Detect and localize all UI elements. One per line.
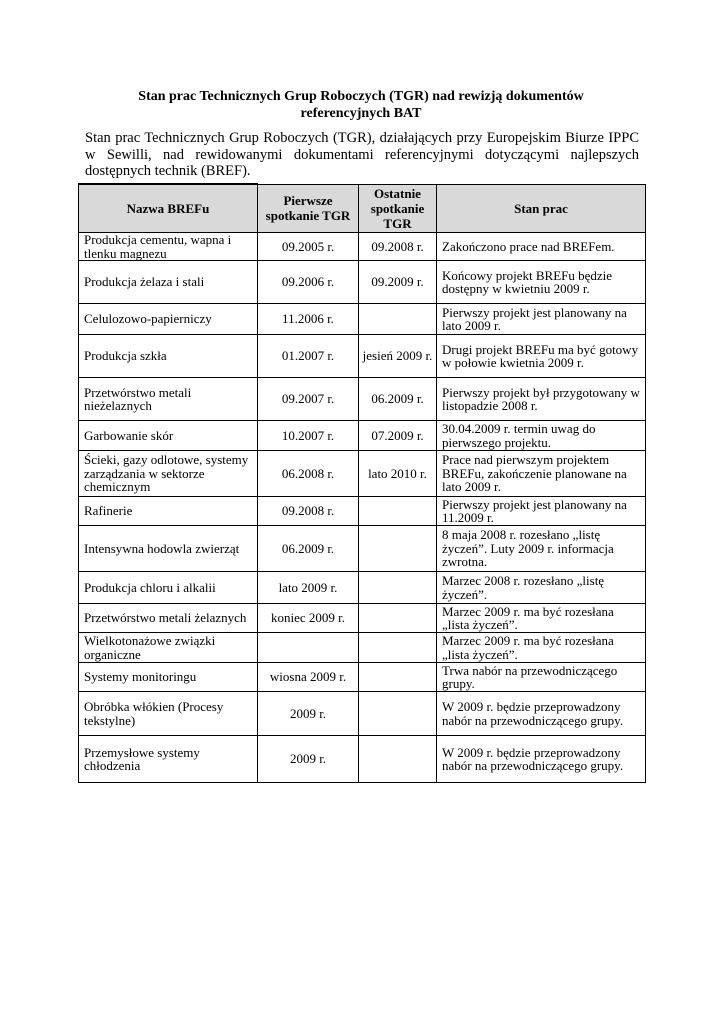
cell-last-meeting	[359, 692, 437, 736]
cell-status: Pierwszy projekt jest planowany na 11.2009 r.	[437, 497, 646, 526]
table-row	[79, 692, 646, 736]
cell-status: Końcowy projekt BREFu będzie dostępny w kwietniu 2009 r.	[437, 261, 646, 304]
table-row	[79, 233, 646, 261]
cell-first-meeting: wiosna 2009 r.	[258, 663, 359, 692]
cell-name: Celulozowo-papierniczy	[79, 304, 258, 335]
cell-last-meeting	[359, 304, 437, 335]
cell-status: Pierwszy projekt jest planowany na lato 2009 r.	[437, 304, 646, 335]
cell-status: Marzec 2009 r. ma być rozesłana „lista życzeń”.	[437, 633, 646, 663]
cell-first-meeting: 09.2006 r.	[258, 261, 359, 304]
table-row	[79, 526, 646, 572]
cell-first-meeting: 10.2007 r.	[258, 421, 359, 451]
bref-status-table	[78, 183, 646, 783]
cell-name: Przetwórstwo metali nieżelaznych	[79, 378, 258, 421]
cell-status: Zakończono prace nad BREFem.	[437, 233, 646, 261]
cell-name: Obróbka włókien (Procesy tekstylne)	[79, 692, 258, 736]
table-row	[79, 451, 646, 497]
table-row	[79, 335, 646, 378]
cell-status: Marzec 2008 r. rozesłano „listę życzeń”.	[437, 572, 646, 604]
cell-name: Produkcja cementu, wapna i tlenku magnezu	[79, 233, 258, 261]
title-line-2: referencyjnych BAT	[300, 106, 422, 121]
cell-last-meeting	[359, 572, 437, 604]
cell-status: Prace nad pierwszym projektem BREFu, zakończenie planowane na lato 2009 r.	[437, 451, 646, 497]
cell-name: Ścieki, gazy odlotowe, systemy zarządzania w sektorze chemicznym	[79, 451, 258, 497]
cell-first-meeting: lato 2009 r.	[258, 572, 359, 604]
cell-name: Produkcja żelaza i stali	[79, 261, 258, 304]
cell-first-meeting: 06.2009 r.	[258, 526, 359, 572]
table-row	[79, 572, 646, 604]
cell-last-meeting	[359, 497, 437, 526]
table-row	[79, 261, 646, 304]
cell-last-meeting	[359, 604, 437, 633]
cell-first-meeting: 06.2008 r.	[258, 451, 359, 497]
cell-name: Systemy monitoringu	[79, 663, 258, 692]
cell-first-meeting: 09.2007 r.	[258, 378, 359, 421]
cell-status: Marzec 2009 r. ma być rozesłana „lista życzeń”.	[437, 604, 646, 633]
table-row	[79, 736, 646, 783]
cell-last-meeting	[359, 736, 437, 783]
cell-name: Produkcja szkła	[79, 335, 258, 378]
cell-status: 30.04.2009 r. termin uwag do pierwszego projektu.	[437, 421, 646, 451]
cell-first-meeting: koniec 2009 r.	[258, 604, 359, 633]
header-name: Nazwa BREFu	[79, 184, 258, 233]
cell-last-meeting	[359, 663, 437, 692]
cell-last-meeting	[359, 633, 437, 663]
cell-status: Drugi projekt BREFu ma być gotowy w połowie kwietnia 2009 r.	[437, 335, 646, 378]
title-line-1: Stan prac Technicznych Grup Roboczych (TGR) nad rewizją dokumentów	[138, 89, 584, 104]
cell-first-meeting: 11.2006 r.	[258, 304, 359, 335]
page-title	[78, 88, 644, 122]
cell-last-meeting: lato 2010 r.	[359, 451, 437, 497]
cell-last-meeting: jesień 2009 r.	[359, 335, 437, 378]
cell-name: Produkcja chloru i alkalii	[79, 572, 258, 604]
cell-first-meeting: 01.2007 r.	[258, 335, 359, 378]
cell-first-meeting: 2009 r.	[258, 692, 359, 736]
cell-first-meeting: 2009 r.	[258, 736, 359, 783]
cell-status: W 2009 r. będzie przeprowadzony nabór na przewodniczącego grupy.	[437, 736, 646, 783]
cell-status: W 2009 r. będzie przeprowadzony nabór na przewodniczącego grupy.	[437, 692, 646, 736]
cell-name: Garbowanie skór	[79, 421, 258, 451]
cell-last-meeting: 06.2009 r.	[359, 378, 437, 421]
intro-paragraph: Stan prac Technicznych Grup Roboczych (TGR), działających przy Europejskim Biurze IPPC w Sewilli, nad rewidowanymi dokumentami referencyjnymi dotyczącymi najlepszych dostępnych technik (BREF).	[85, 130, 639, 179]
cell-last-meeting: 09.2008 r.	[359, 233, 437, 261]
cell-last-meeting: 07.2009 r.	[359, 421, 437, 451]
cell-name: Przemysłowe systemy chłodzenia	[79, 736, 258, 783]
cell-first-meeting	[258, 633, 359, 663]
header-status: Stan prac	[437, 184, 646, 233]
cell-name: Intensywna hodowla zwierząt	[79, 526, 258, 572]
header-first-meeting: Pierwsze spotkanie TGR	[258, 184, 359, 233]
cell-first-meeting: 09.2005 r.	[258, 233, 359, 261]
table-row	[79, 304, 646, 335]
cell-status: Pierwszy projekt był przygotowany w listopadzie 2008 r.	[437, 378, 646, 421]
table-row	[79, 378, 646, 421]
table-header-row	[79, 184, 646, 233]
table-row	[79, 633, 646, 663]
cell-status: Trwa nabór na przewodniczącego grupy.	[437, 663, 646, 692]
cell-first-meeting: 09.2008 r.	[258, 497, 359, 526]
cell-name: Rafinerie	[79, 497, 258, 526]
table-row	[79, 497, 646, 526]
table-row	[79, 604, 646, 633]
cell-name: Przetwórstwo metali żelaznych	[79, 604, 258, 633]
cell-last-meeting: 09.2009 r.	[359, 261, 437, 304]
cell-status: 8 maja 2008 r. rozesłano „listę życzeń”. Luty 2009 r. informacja zwrotna.	[437, 526, 646, 572]
cell-name: Wielkotonażowe związki organiczne	[79, 633, 258, 663]
cell-last-meeting	[359, 526, 437, 572]
table-row	[79, 421, 646, 451]
table-row	[79, 663, 646, 692]
header-last-meeting: Ostatnie spotkanie TGR	[359, 184, 437, 233]
